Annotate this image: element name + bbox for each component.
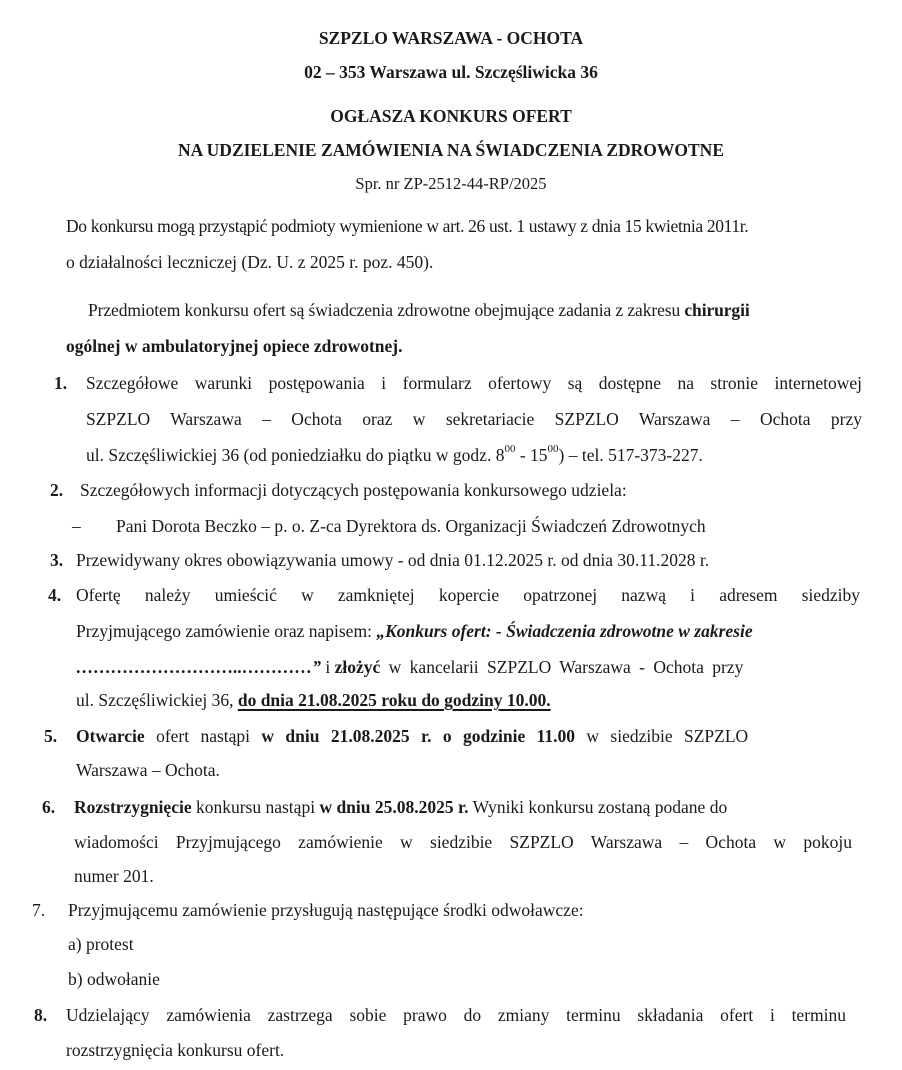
org-address: 02 – 353 Warszawa ul. Szczęśliwicka 36 — [304, 62, 598, 82]
item-1-number: 1. — [54, 373, 68, 393]
item-1-line-2: SZPZLO Warszawa – Ochota oraz w sekretariacie SZPZLO Warszawa – Ochota przy — [86, 409, 862, 429]
item-6-number: 6. — [42, 797, 56, 817]
item-5-line-2: Warszawa – Ochota. — [76, 760, 220, 780]
item-2-dash: – — [72, 516, 81, 536]
item-4-line-3: ………………………..…………” i złożyć w kancelarii SZPZLO Warszawa - Ochota przy — [76, 657, 744, 677]
item-8-line-2: rozstrzygnięcia konkursu ofert. — [66, 1040, 285, 1060]
item-7-option-b: b) odwołanie — [68, 969, 160, 989]
item-8-number: 8. — [34, 1005, 48, 1025]
item-2-line-1: Szczegółowych informacji dotyczących postępowania konkursowego udziela: — [80, 480, 627, 500]
case-number: Spr. nr ZP-2512-44-RP/2025 — [355, 174, 547, 193]
item-5-number: 5. — [44, 726, 58, 746]
item-7-number: 7. — [32, 900, 46, 920]
intro-line-1: Do konkursu mogą przystąpić podmioty wymienione w art. 26 ust. 1 ustawy z dnia 15 kwietnia 2011r. — [66, 216, 749, 236]
item-2-contact-person: Pani Dorota Beczko – p. o. Z-ca Dyrektora ds. Organizacji Świadczeń Zdrowotnych — [116, 516, 706, 536]
item-1-line-1: Szczegółowe warunki postępowania i formularz ofertowy są dostępne na stronie internetowej — [86, 373, 862, 393]
item-4-line-1: Ofertę należy umieścić w zamkniętej kopercie opatrzonej nazwą i adresem siedziby — [76, 585, 860, 605]
item-3-line-1: Przewidywany okres obowiązywania umowy - od dnia 01.12.2025 r. od dnia 30.11.2028 r. — [76, 550, 710, 570]
item-3-number: 3. — [50, 550, 64, 570]
item-6-line-2: wiadomości Przyjmującego zamówienie w siedzibie SZPZLO Warszawa – Ochota w pokoju — [74, 832, 852, 852]
org-name: SZPZLO WARSZAWA - OCHOTA — [318, 28, 584, 48]
submission-deadline: do dnia 21.08.2025 roku do godziny 10.00. — [237, 690, 551, 710]
subject-paragraph-line-1: Przedmiotem konkursu ofert są świadczenia zdrowotne obejmujące zadania z zakresu chirurgii — [88, 300, 750, 320]
item-7-option-a: a) protest — [68, 934, 134, 954]
intro-line-2: o działalności leczniczej (Dz. U. z 2025 r. poz. 450). — [66, 252, 434, 272]
item-8-line-1: Udzielający zamówienia zastrzega sobie prawo do zmiany terminu składania ofert i terminu — [66, 1005, 846, 1025]
item-6-line-1: Rozstrzygnięcie konkursu nastąpi w dniu 25.08.2025 r. Wyniki konkursu zostaną podane do — [74, 797, 728, 817]
announcement-title: OGŁASZA KONKURS OFERT — [330, 106, 572, 126]
item-4-line-2: Przyjmującego zamówienie oraz napisem: „Konkurs ofert: - Świadczenia zdrowotne w zakresie — [76, 621, 753, 641]
item-1-line-3: ul. Szczęśliwickiej 36 (od poniedziałku do piątku w godz. $8^{00} - 15^{00}$) – tel. 517-373-227. — [86, 443, 703, 465]
item-5-line-1: Otwarcie ofert nastąpi w dniu 21.08.2025 r. o godzinie 11.00 w siedzibie SZPZLO — [76, 726, 749, 746]
item-4-line-4: ul. Szczęśliwickiej 36, do dnia 21.08.2025 roku do godziny 10.00. — [76, 690, 551, 710]
subject-paragraph-line-2: ogólnej w ambulatoryjnej opiece zdrowotnej. — [66, 336, 403, 356]
item-2-number: 2. — [50, 480, 64, 500]
item-7-line-1: Przyjmującemu zamówienie przysługują następujące środki odwoławcze: — [68, 900, 584, 920]
item-4-number: 4. — [48, 585, 62, 605]
item-6-line-3: numer 201. — [74, 866, 154, 886]
announcement-subject: NA UDZIELENIE ZAMÓWIENIA NA ŚWIADCZENIA ZDROWOTNE — [177, 140, 724, 160]
